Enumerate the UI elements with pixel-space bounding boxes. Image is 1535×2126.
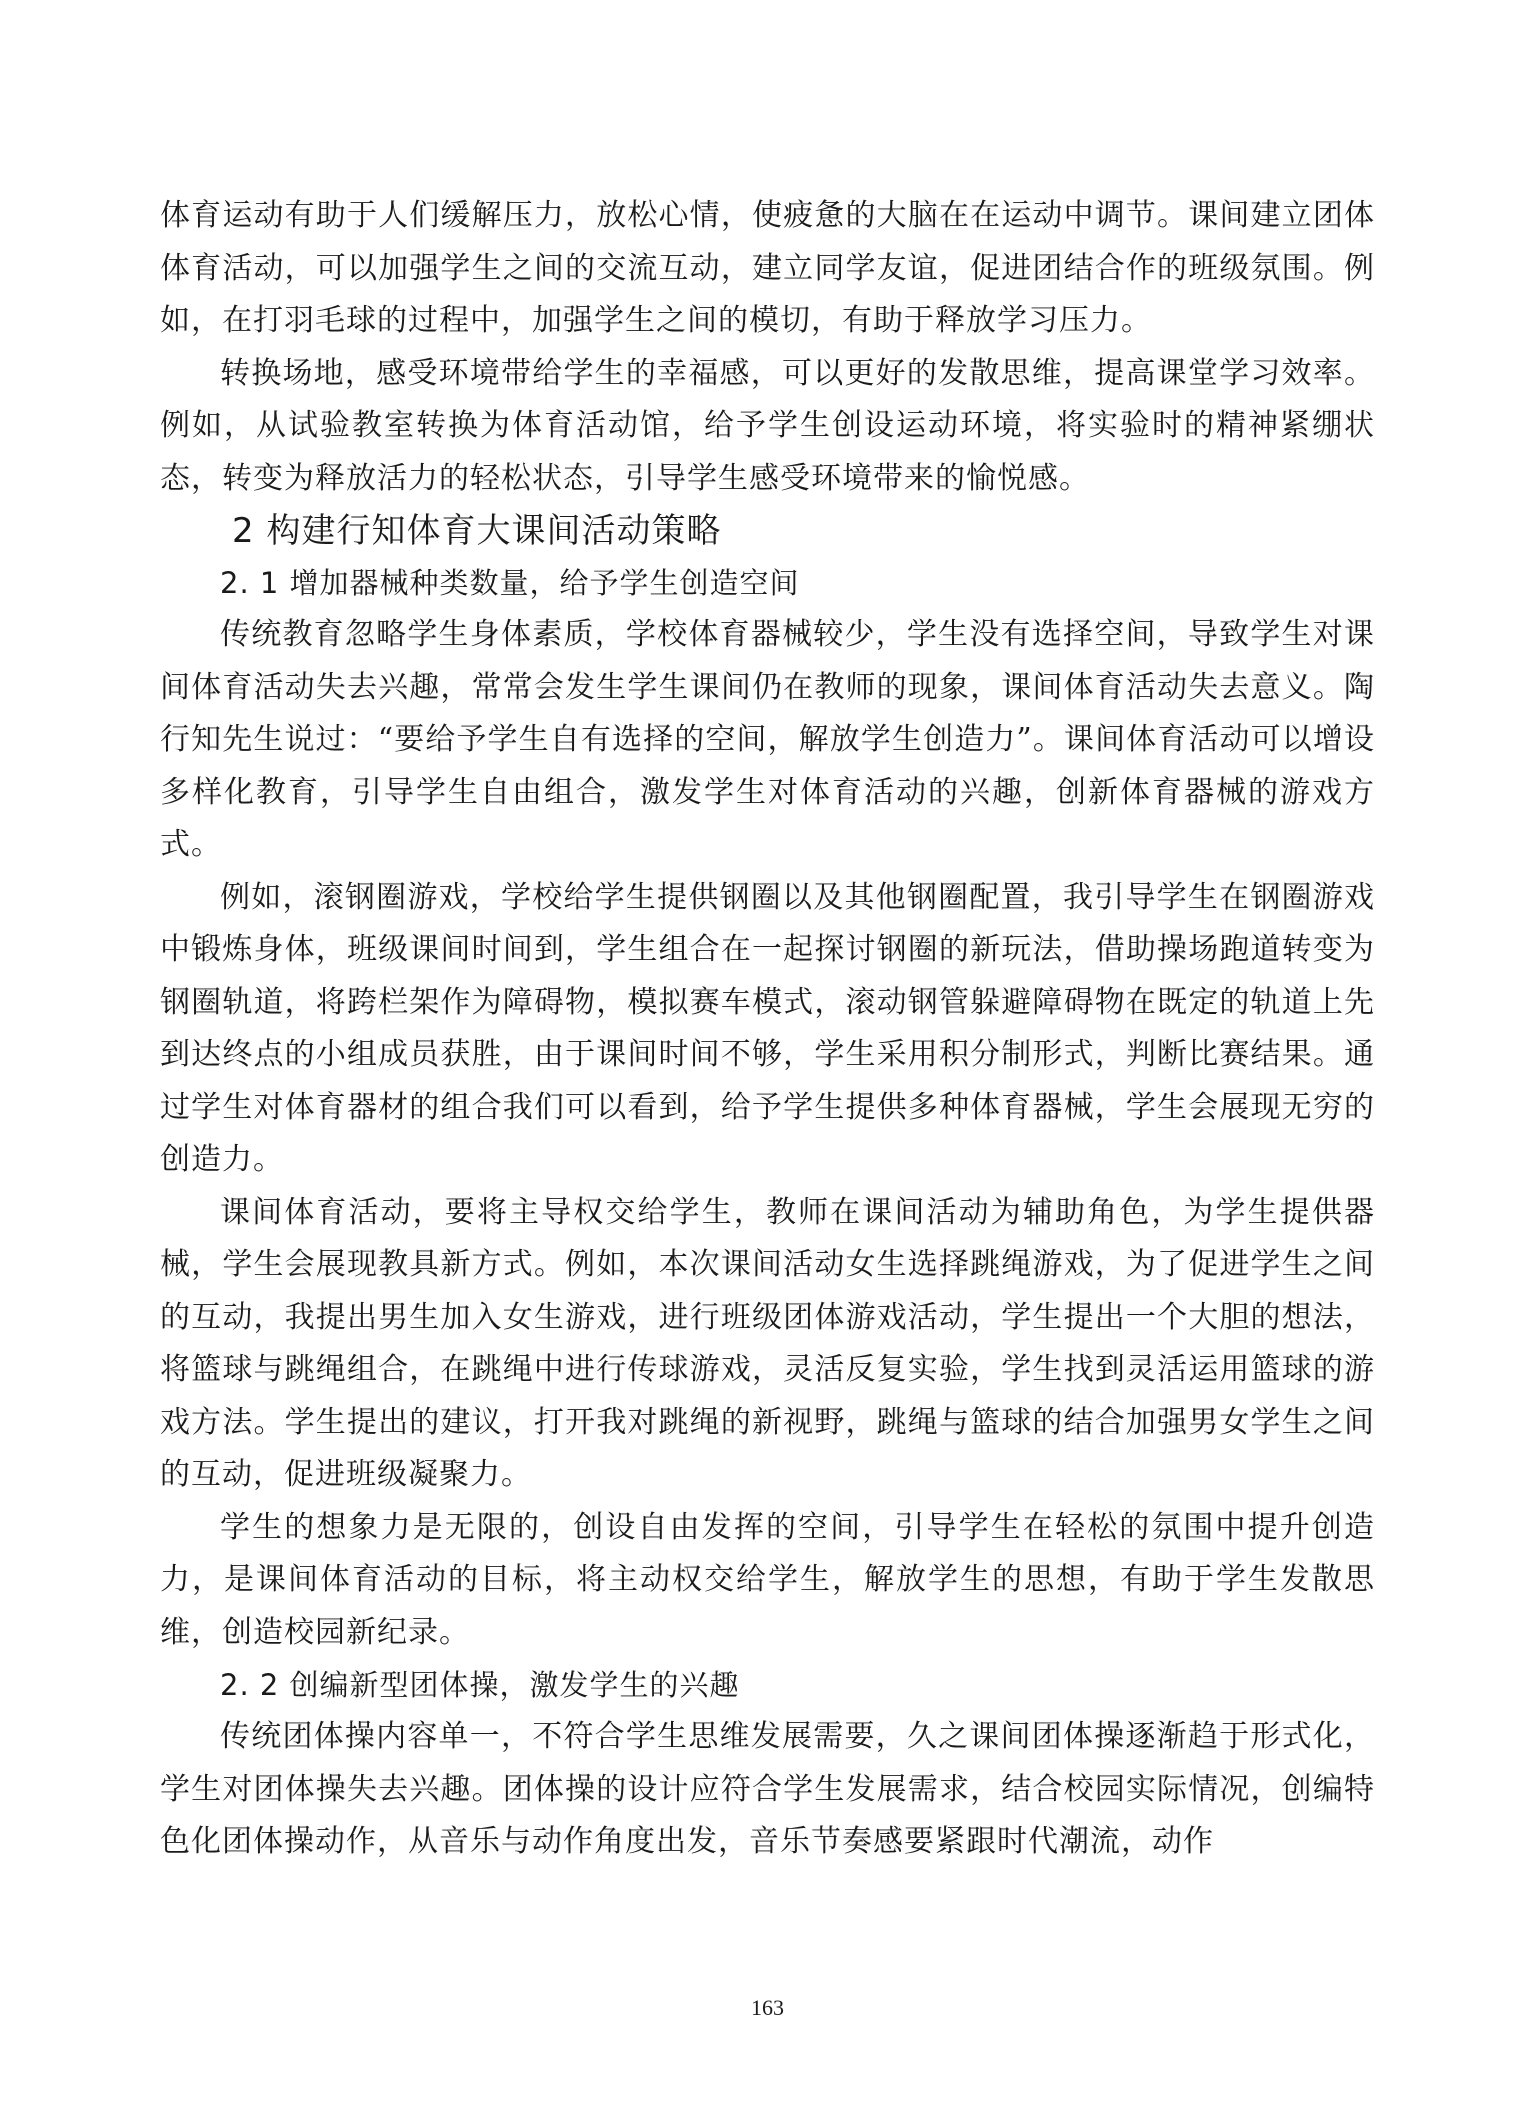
paragraph: 体育运动有助于人们缓解压力，放松心情，使疲惫的大脑在在运动中调节。课间建立团体体育活动，可以加强学生之间的交流互动，建立同学友谊，促进团结合作的班级氛围。例如，在打羽毛球的过程中，加强学生之间的模切，有助于释放学习压力。 [160, 198, 1375, 338]
paragraph: 转换场地，感受环境带给学生的幸福感，可以更好的发散思维，提高课堂学习效率。例如，从试验教室转换为体育活动馆，给予学生创设运动环境，将实验时的精神紧绷状态，转变为释放活力的轻松状态，引导学生感受环境带来的愉悦感。 [160, 355, 1375, 496]
subsection-heading: 2. 2 创编新型团体操，激发学生的兴趣 [220, 1668, 740, 1702]
subsection-heading: 2. 1 增加器械种类数量，给予学生创造空间 [220, 566, 800, 600]
paragraph: 课间体育活动，要将主导权交给学生，教师在课间活动为辅助角色，为学生提供器械，学生会展现教具新方式。例如，本次课间活动女生选择跳绳游戏，为了促进学生之间的互动，我提出男生加入女生游戏，进行班级团体游戏活动，学生提出一个大胆的想法，将篮球与跳绳组合，在跳绳中进行传球游戏，灵活反复实验，学生找到灵活运用篮球的游戏方法。学生提出的建议，打开我对跳绳的新视野，跳绳与篮球的结合加强男女学生之间的互动，促进班级凝聚力。 [160, 1194, 1375, 1492]
section-heading: 2 构建行知体育大课间活动策略 [232, 511, 722, 551]
paragraph: 传统教育忽略学生身体素质，学校体育器械较少，学生没有选择空间，导致学生对课间体育活动失去兴趣，常常会发生学生课间仍在教师的现象，课间体育活动失去意义。陶行知先生说过：“要给予学生自有选择的空间，解放学生创造力”。课间体育活动可以增设多样化教育，引导学生自由组合，激发学生对体育活动的兴趣，创新体育器械的游戏方式。 [160, 617, 1375, 862]
document-body [160, 190, 1375, 1869]
paragraph: 例如，滚钢圈游戏，学校给学生提供钢圈以及其他钢圈配置，我引导学生在钢圈游戏中锻炼身体，班级课间时间到，学生组合在一起探讨钢圈的新玩法，借助操场跑道转变为钢圈轨道，将跨栏架作为障碍物，模拟赛车模式，滚动钢管躲避障碍物在既定的轨道上先到达终点的小组成员获胜，由于课间时间不够，学生采用积分制形式，判断比赛结果。通过学生对体育器材的组合我们可以看到，给予学生提供多种体育器械，学生会展现无穷的创造力。 [160, 879, 1375, 1177]
paragraph: 学生的想象力是无限的，创设自由发挥的空间，引导学生在轻松的氛围中提升创造力，是课间体育活动的目标，将主动权交给学生，解放学生的思想，有助于学生发散思维，创造校园新纪录。 [160, 1509, 1375, 1650]
paragraph: 传统团体操内容单一，不符合学生思维发展需要，久之课间团体操逐渐趋于形式化，学生对团体操失去兴趣。团体操的设计应符合学生发展需求，结合校园实际情况，创编特色化团体操动作，从音乐与动作角度出发，音乐节奏感要紧跟时代潮流，动作 [160, 1719, 1375, 1859]
page-number: 163 [751, 1995, 784, 2020]
